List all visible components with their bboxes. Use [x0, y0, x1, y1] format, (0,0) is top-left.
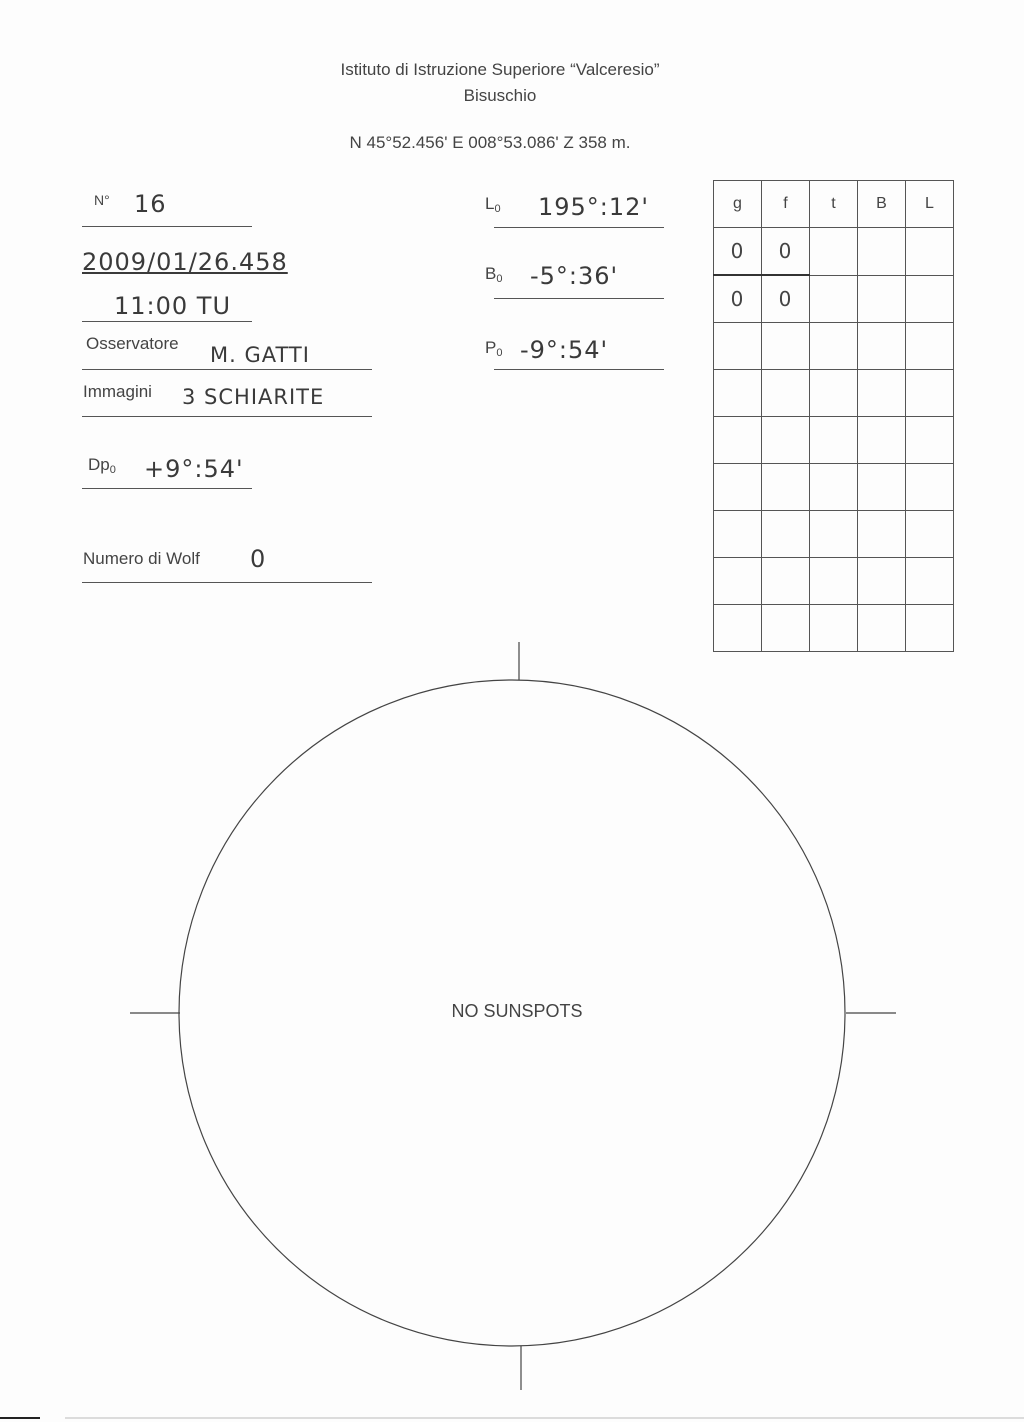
disk-note: NO SUNSPOTS [451, 1001, 583, 1021]
header-f: f [762, 181, 810, 228]
dp0-label: $Dp_0$ [88, 455, 116, 476]
p0-value: -9°:54' [520, 336, 609, 364]
b0-label: $B_0$ [485, 264, 503, 285]
observer-label: Osservatore [86, 334, 179, 353]
header-l: L [906, 181, 954, 228]
wolf-value: 0 [250, 545, 267, 573]
date-value: 2009/01/26.458 [82, 248, 288, 276]
town-name: Bisuschio [463, 86, 537, 105]
table-cell: 0 [714, 228, 762, 276]
number-label: N° [94, 192, 110, 208]
observer-value: M. GATTI [210, 343, 310, 367]
time-value: 11:00 TU [114, 292, 232, 320]
dp0-value: +9°:54' [144, 455, 244, 483]
institute-name: Istituto di Istruzione Superiore “Valceresio” [340, 60, 660, 79]
table-cell: 0 [762, 275, 810, 323]
images-value: 3 SCHIARITE [182, 385, 325, 409]
wolf-label: Numero di Wolf [83, 549, 200, 568]
l0-value: 195°:12' [538, 193, 650, 221]
header-t: t [810, 181, 858, 228]
table-cell: 0 [714, 275, 762, 323]
l0-label: $L_0$ [485, 194, 501, 215]
header-g: g [714, 181, 762, 228]
table-cell: 0 [762, 228, 810, 276]
images-label: Immagini [83, 382, 152, 401]
p0-label: $P_0$ [485, 338, 503, 359]
observatory-coordinates: N 45°52.456' E 008°53.086' Z 358 m. [349, 133, 631, 152]
b0-value: -5°:36' [530, 262, 619, 290]
number-value: 16 [134, 190, 167, 218]
header-b: B [858, 181, 906, 228]
